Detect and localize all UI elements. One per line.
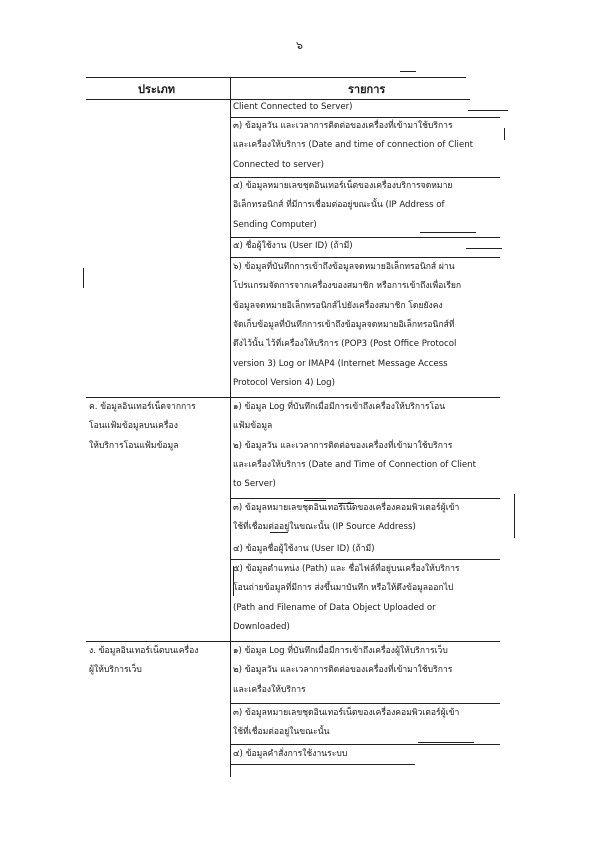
- entry-line: แฟ้มข้อมูล: [233, 421, 273, 432]
- entry-line: Protocol Version 4) Log): [233, 377, 335, 388]
- category-line: โอนแฟ้มข้อมูลบนเครื่อง: [89, 421, 178, 432]
- entry-line: version 3) Log or IMAP4 (Internet Message Access: [233, 358, 448, 369]
- entry-line: Sending Computer): [233, 219, 317, 230]
- row-rule: [230, 764, 415, 765]
- page-number: ๖: [296, 39, 303, 52]
- entry-line: ๒) ข้อมูลวัน และเวลาการติดต่อของเครื่องที่เข้ามาใช้บริการ: [233, 665, 453, 676]
- table-top-rule: [86, 77, 466, 78]
- entry-line: ๕) ข้อมูลตำแหน่ง (Path) และ ชื่อไฟล์ที่อยู่บนเครื่องให้บริการ: [233, 564, 460, 574]
- entry-line: Connected to server): [233, 159, 324, 170]
- entry-line: ๓) ข้อมูลหมายเลขชุดอินเทอร์เน็ตของเครื่องคอมพิวเตอร์ผู้เข้า: [233, 503, 460, 513]
- entry-line: (Path and Filename of Data Object Uploaded or: [233, 602, 436, 613]
- entry-line: ๑) ข้อมูล Log ที่บันทึกเมื่อมีการเข้าถึงเครื่องให้บริการโอน: [233, 402, 446, 412]
- stray-mark: [400, 71, 416, 72]
- entry-line: โปรแกรมจัดการจากเครื่องของสมาชิก หรือการเข้าถึงเพื่อเรียก: [233, 281, 462, 292]
- stray-mark: [466, 248, 502, 249]
- entry-line: ใช้ที่เชื่อมต่ออยู่ในขณะนั้น (IP Source Address): [233, 522, 416, 533]
- stray-mark: [83, 268, 84, 288]
- entry-line: ๕) ชื่อผู้ใช้งาน (User ID) (ถ้ามี): [233, 241, 353, 251]
- entry-line: ๒) ข้อมูลวัน และเวลาการติดต่อของเครื่องที่เข้ามาใช้บริการ: [233, 440, 453, 451]
- entry-line: และเครื่องให้บริการ: [233, 684, 306, 695]
- entry-line: ๔) ข้อมูลหมายเลขชุดอินเทอร์เน็ตของเครื่องบริการจดหมาย: [233, 181, 453, 191]
- entry-line: ดึงไว้นั้น ไว้ที่เครื่องให้บริการ (POP3 (Post Office Protocol: [233, 339, 457, 350]
- category-line: ให้บริการโอนแฟ้มข้อมูล: [89, 440, 179, 451]
- entry-line: อิเล็กทรอนิกส์ ที่มีการเชื่อมต่ออยู่ขณะนั้น (IP Address of: [233, 200, 445, 211]
- entry-line: ๓) ข้อมูลวัน และเวลาการติดต่อของเครื่องที่เข้ามาใช้บริการ: [233, 121, 453, 131]
- entry-line: ๔) ข้อมูลคำสั่งการใช้งานระบบ: [233, 749, 348, 759]
- stray-mark: [338, 503, 354, 504]
- column-divider: [230, 77, 231, 777]
- entry-line: ใช้ที่เชื่อมต่ออยู่ในขณะนั้น: [233, 727, 330, 738]
- header-items: รายการ: [348, 83, 386, 96]
- category-line: ค. ข้อมูลอินเทอร์เน็ตจากการ: [89, 402, 196, 412]
- stray-mark: [304, 500, 326, 501]
- entry-line: และเครื่องให้บริการ (Date and time of connection of Client: [233, 140, 474, 151]
- entry-line: ๓) ข้อมูลหมายเลขชุดอินเทอร์เน็ตของเครื่องคอมพิวเตอร์ผู้เข้า: [233, 708, 460, 718]
- entry-line: ๑) ข้อมูล Log ที่บันทึกเมื่อมีการเข้าถึงเครื่องผู้ให้บริการเว็บ: [233, 646, 448, 656]
- stray-mark: [418, 742, 474, 743]
- entry-line: และเครื่องให้บริการ (Date and Time of Connection of Client: [233, 459, 476, 470]
- stray-mark: [514, 494, 515, 538]
- entry-line: to Server): [233, 479, 276, 490]
- stray-mark: [233, 566, 234, 596]
- category-line: ง. ข้อมูลอินเทอร์เน็ตบนเครื่อง: [89, 646, 199, 656]
- entry-line: ๔) ข้อมูลชื่อผู้ใช้งาน (User ID) (ถ้ามี): [233, 544, 375, 554]
- stray-mark: [420, 232, 476, 233]
- entry-line: Downloaded): [233, 621, 290, 632]
- stray-mark: [468, 110, 508, 111]
- entry-line: จัดเก็บข้อมูลที่บันทึกการเข้าถึงข้อมูลจดหมายอิเล็กทรอนิกส์ที่: [233, 319, 455, 330]
- header-type: ประเภท: [138, 83, 176, 96]
- entry-line: โอนถ่ายข้อมูลที่มีการ ส่งขึ้นมาบันทึก หรือให้ดึงข้อมูลออกไป: [233, 583, 454, 594]
- entry-line: ข้อมูลจดหมายอิเล็กทรอนิกส์ไปยังเครื่องสมาชิก โดยยังคง: [233, 300, 443, 311]
- entry-line: ๖) ข้อมูลที่บันทึกการเข้าถึงข้อมูลจดหมายอิเล็กทรอนิกส์ ผ่าน: [233, 262, 455, 272]
- category-line: ผู้ให้บริการเว็บ: [89, 665, 142, 676]
- stray-mark: [270, 532, 288, 533]
- continuation-line: Client Connected to Server): [233, 102, 353, 112]
- stray-mark: [504, 128, 505, 140]
